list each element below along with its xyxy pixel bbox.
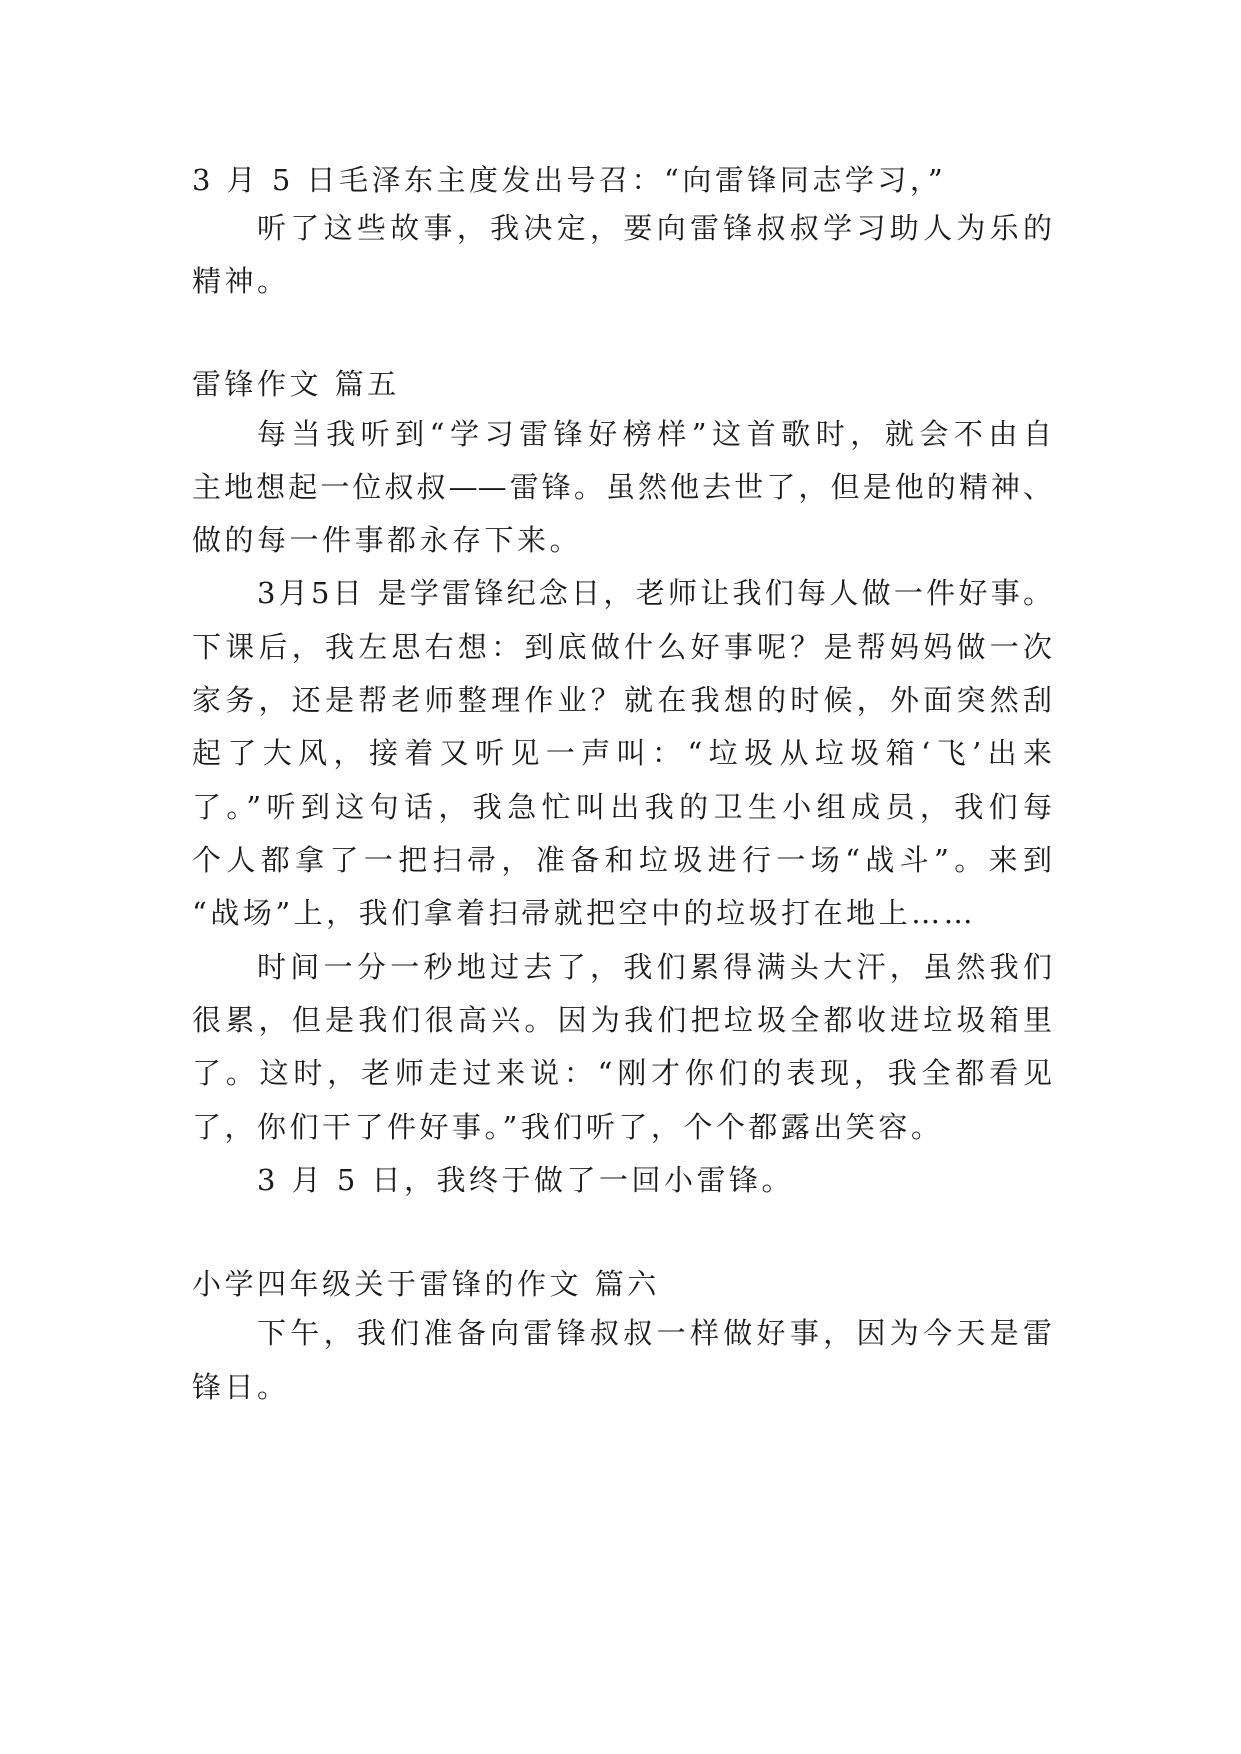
text-line: 了。”听到这句话，我急忙叫出我的卫生小组成员，我们每 — [192, 790, 1052, 824]
text-line: 了。这时，老师走过来说：“刚才你们的表现，我全都看见 — [192, 1056, 1052, 1090]
paragraph-first-line: 下午，我们准备向雷锋叔叔一样做好事，因为今天是雷 — [257, 1316, 1052, 1350]
text-line: 锋日。 — [192, 1370, 290, 1404]
text-line: 个人都拿了一把扫帚，准备和垃圾进行一场“战斗”。来到 — [192, 843, 1052, 877]
text-line: 起了大风，接着又听见一声叫：“垃圾从垃圾箱‘飞’出来 — [192, 736, 1052, 770]
paragraph-first-line: 听了这些故事，我决定，要向雷锋叔叔学习助人为乐的 — [257, 211, 1052, 245]
text-line: 3 月 5 日毛泽东主度发出号召：“向雷锋同志学习，” — [192, 163, 947, 197]
text-line: 下课后，我左思右想：到底做什么好事呢？是帮妈妈做一次 — [192, 630, 1052, 664]
text-line: “战场”上，我们拿着扫帚就把空中的垃圾打在地上…… — [192, 896, 977, 930]
text-line: 主地想起一位叔叔——雷锋。虽然他去世了，但是他的精神、 — [192, 470, 1052, 504]
paragraph-first-line: 3月5日 是学雷锋纪念日，老师让我们每人做一件好事。 — [257, 576, 1052, 610]
section-heading: 小学四年级关于雷锋的作文 篇六 — [192, 1267, 660, 1301]
text-line: 精神。 — [192, 264, 290, 298]
text-line: 了，你们干了件好事。”我们听了，个个都露出笑容。 — [192, 1110, 944, 1144]
section-heading: 雷锋作文 篇五 — [192, 367, 400, 401]
paragraph-first-line: 时间一分一秒地过去了，我们累得满头大汗，虽然我们 — [257, 950, 1052, 984]
paragraph-first-line: 3 月 5 日，我终于做了一回小雷锋。 — [257, 1163, 795, 1197]
text-line: 很累，但是我们很高兴。因为我们把垃圾全都收进垃圾箱里 — [192, 1003, 1052, 1037]
paragraph-first-line: 每当我听到“学习雷锋好榜样”这首歌时，就会不由自 — [257, 417, 1052, 451]
text-line: 做的每一件事都永存下来。 — [192, 523, 583, 557]
text-line: 家务，还是帮老师整理作业？就在我想的时候，外面突然刮 — [192, 683, 1052, 717]
